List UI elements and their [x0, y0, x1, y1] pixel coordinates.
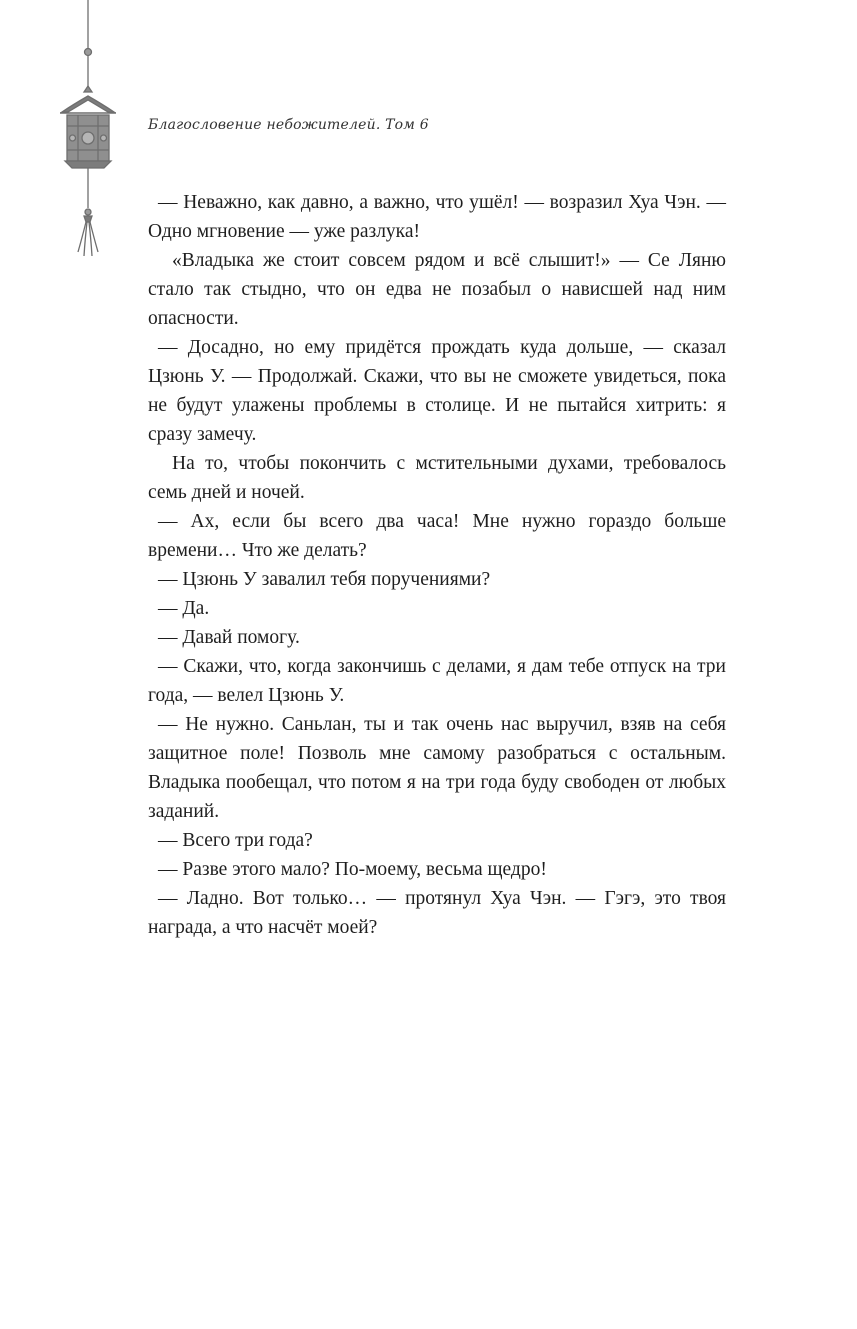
paragraph: — Да. [158, 598, 210, 619]
paragraph: — Неважно, как давно, а важно, что ушёл! — возразил Хуа Чэн. — Одно мгновение — уже разлука! [148, 192, 726, 242]
paragraph: — Ладно. Вот только… — протянул Хуа Чэн. — Гэгэ, это твоя награда, а что насчёт моей? [148, 888, 726, 938]
paragraph: — Давай помогу. [158, 627, 300, 648]
paragraph: — Не нужно. Саньлан, ты и так очень нас выручил, взяв на себя защитное поле! Позволь мне самому разобраться с остальным. Владыка пообещал, что потом я на три года буду свободен от любых заданий. [148, 714, 726, 822]
paragraph: На то, чтобы покончить с мстительными духами, требовалось семь дней и ночей. [148, 453, 726, 503]
paragraph: — Скажи, что, когда закончишь с делами, я дам тебе отпуск на три года, — велел Цзюнь У. [148, 656, 726, 706]
running-header: Благословение небожителей. Том 6 [148, 117, 429, 133]
paragraph: «Владыка же стоит совсем рядом и всё слышит!» — Се Ляню стало так стыдно, что он едва не позабыл о нависшей над ним опасности. [148, 250, 726, 329]
text-body [148, 188, 726, 942]
hanging-lantern-icon [54, 0, 122, 262]
paragraph: — Досадно, но ему придётся прождать куда дольше, — сказал Цзюнь У. — Продолжай. Скажи, что вы не сможете увидеться, пока не будут улажены проблемы в столице. И не пытайся хитрить: я сразу замечу. [148, 337, 726, 445]
paragraph: — Ах, если бы всего два часа! Мне нужно гораздо больше времени… Что же делать? [148, 511, 726, 561]
paragraph: — Разве этого мало? По-моему, весьма щедро! [158, 859, 547, 880]
paragraph: — Цзюнь У завалил тебя поручениями? [158, 569, 491, 590]
paragraph: — Всего три года? [158, 830, 313, 851]
